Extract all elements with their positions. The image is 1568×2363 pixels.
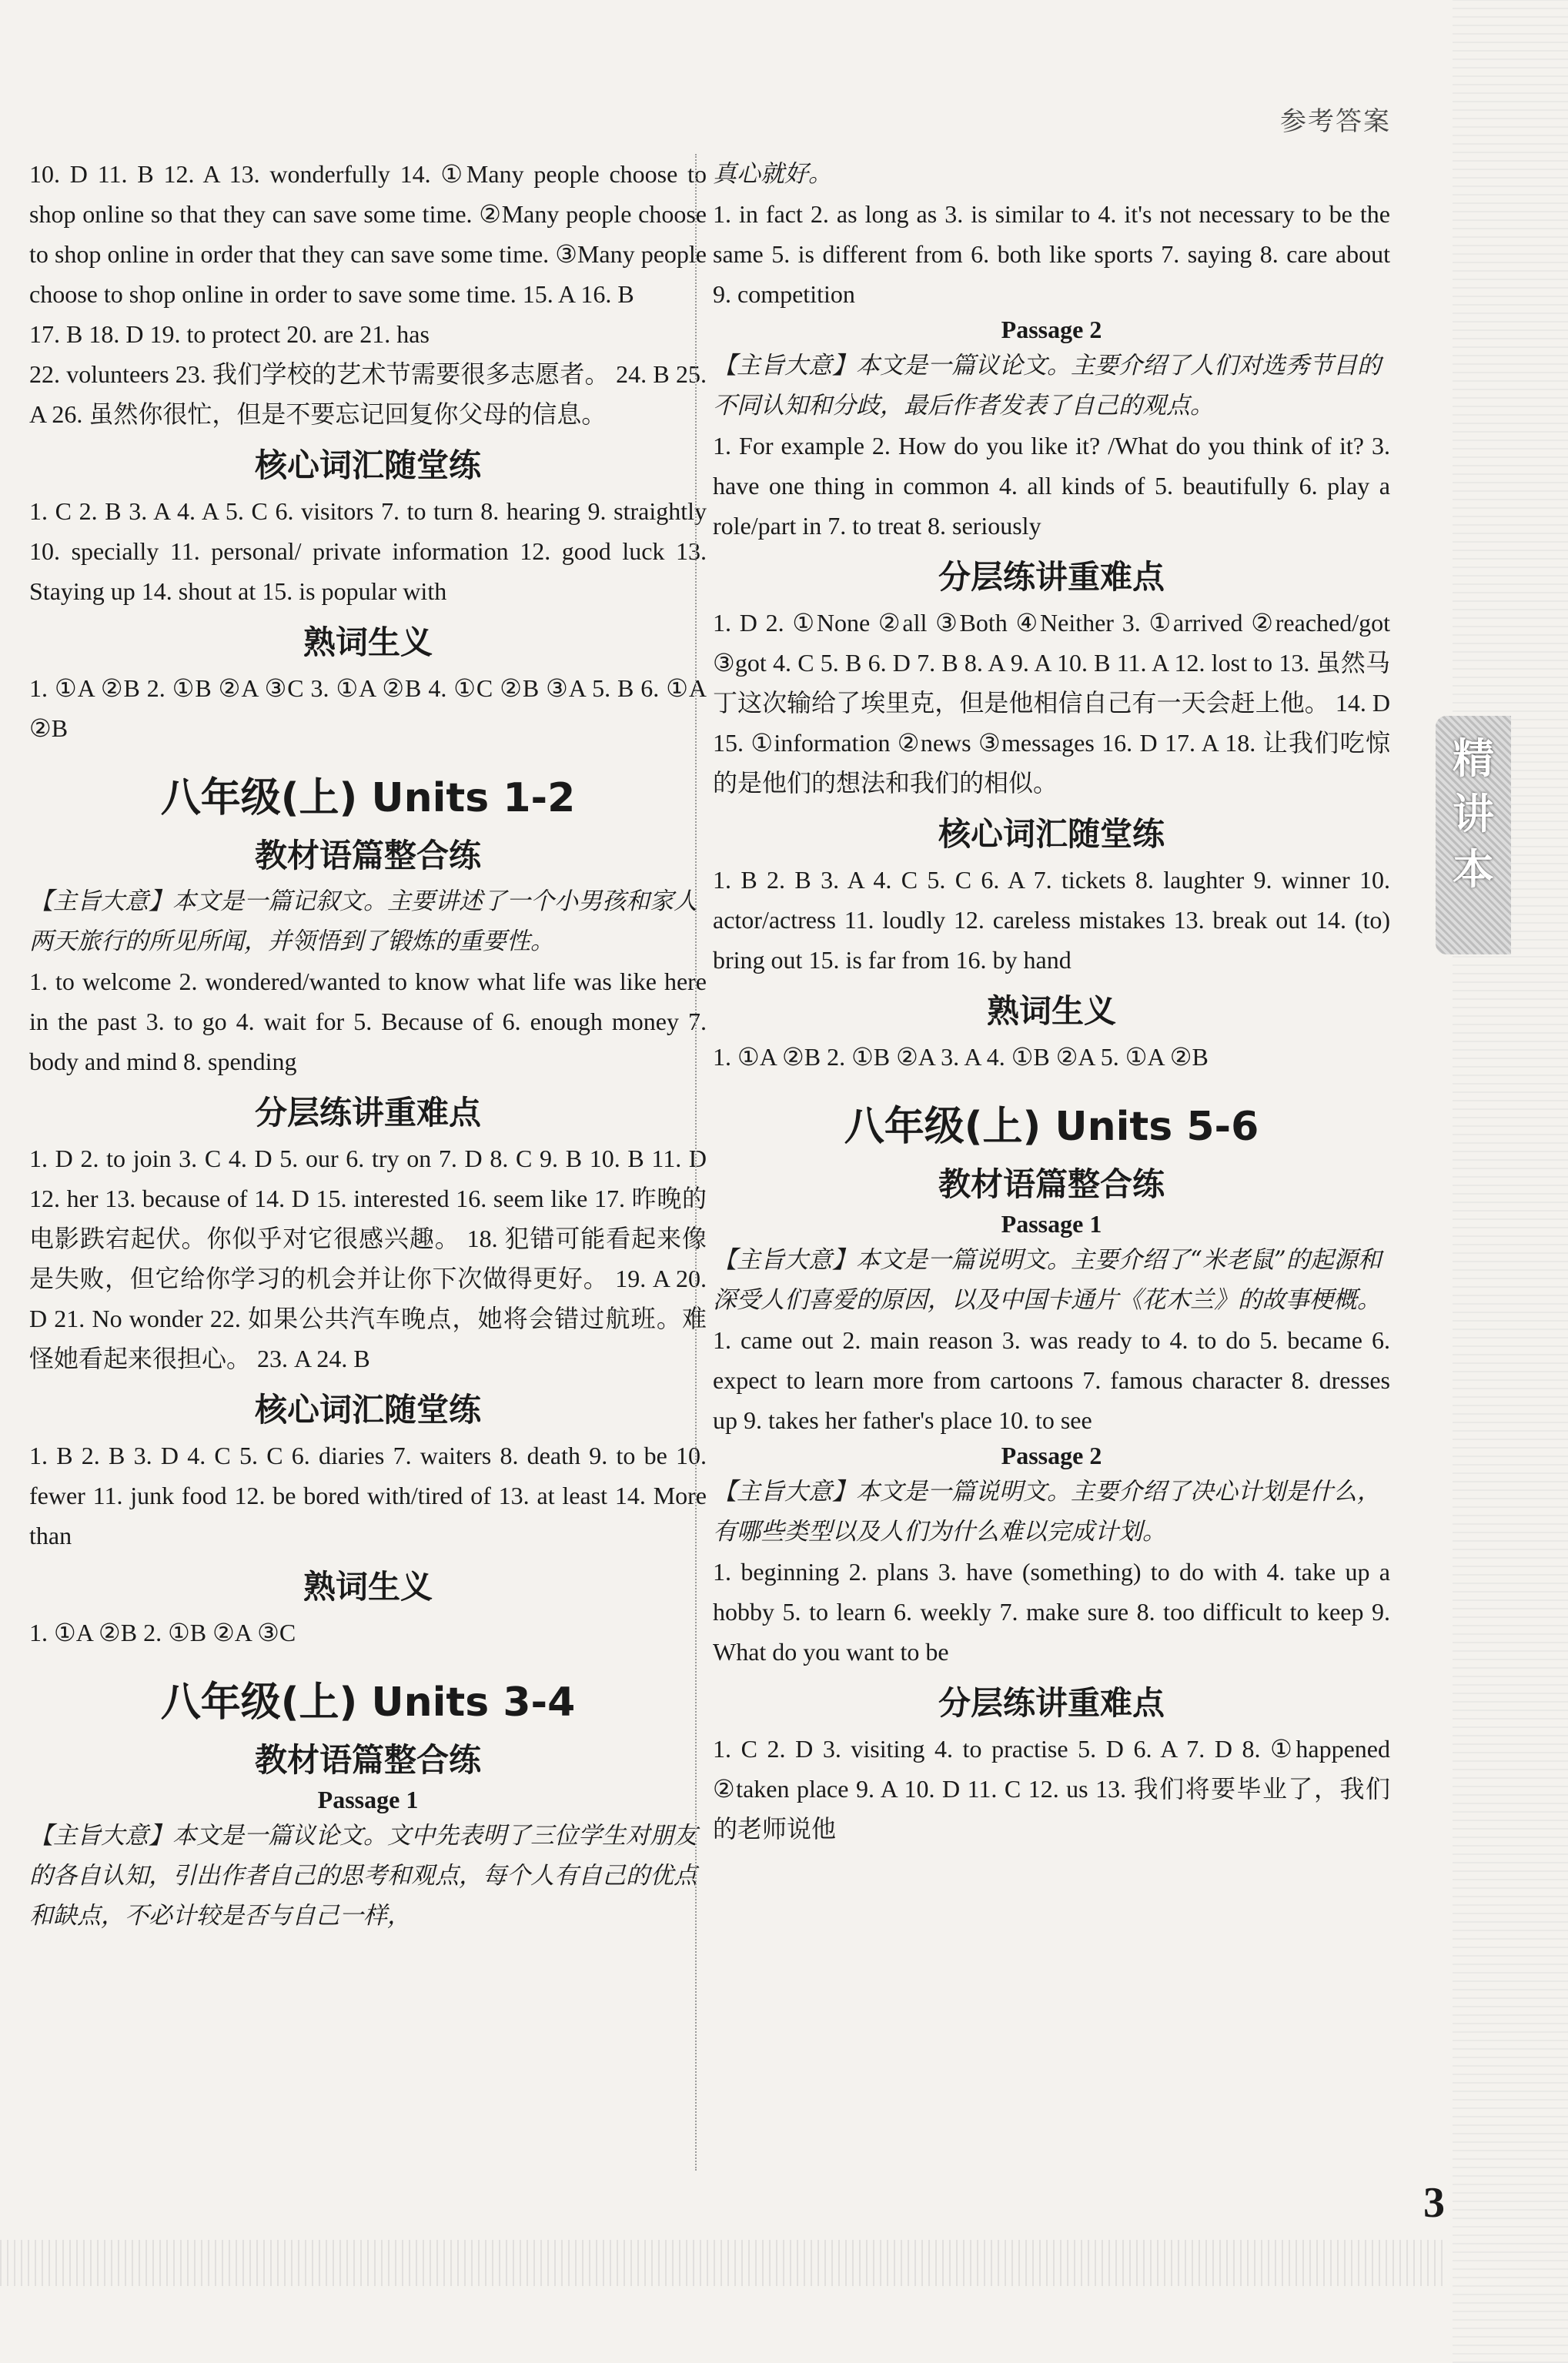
section-heading-word-meaning-2: 熟词生义 — [303, 1568, 433, 1606]
textbook-answers-4: 1. came out 2. main reason 3. was ready to 4. to do 5. became 6. expect to learn more from cartoons 7. famous character 8. dresses up 9. takes her father's place 10. to see — [713, 1326, 1390, 1434]
summary-text-4: 【主旨大意】本文是一篇说明文。主要介绍了“米老鼠”的起源和深受人们喜爱的原因，以及中国卡通片《花木兰》的故事梗概。 — [713, 1246, 1382, 1314]
page-number: 3 — [1423, 2179, 1445, 2227]
page-header-title: 参考答案 — [1280, 108, 1391, 136]
summary-text-2: 【主旨大意】本文是一篇议论文。文中先表明了三位学生对朋友的各自认知，引出作者自己的思考和观点，每个人有自己的优点和缺点，不必计较是否与自己一样， — [29, 1822, 697, 1930]
section-heading-core-vocab-3: 核心词汇随堂练 — [938, 815, 1165, 853]
section-heading-core-vocab: 核心词汇随堂练 — [254, 446, 481, 484]
section-heading-word-meaning: 熟词生义 — [303, 623, 433, 661]
core-vocab-answers: 1. C 2. B 3. A 4. A 5. C 6. visitors 7. to turn 8. hearing 9. straightly 10. specially 11. personal/ private information 12. good luck 13. Staying up 14. shout at 15. is popular with — [29, 497, 707, 605]
core-vocab-answers-2: 1. B 2. B 3. D 4. C 5. C 6. diaries 7. waiters 8. death 9. to be 10. fewer 11. junk food 12. be bored with/tired of 13. at least 14. More than — [29, 1442, 707, 1549]
word-meaning-answers-2: 1. ①A ②B 2. ①B ②A ③C — [29, 1619, 296, 1646]
summary-continuation: 真心就好。 — [713, 160, 832, 188]
section-heading-textbook-2: 教材语篇整合练 — [254, 1741, 481, 1779]
core-vocab-answers-3: 1. B 2. B 3. A 4. C 5. C 6. A 7. tickets 8. laughter 9. winner 10. actor/actress 11. loudly 12. careless mistakes 13. break out 14. (to) bring out 15. is far from 16. by hand — [713, 866, 1390, 974]
textbook-answers-5: 1. beginning 2. plans 3. have (something) to do with 4. take up a hobby 5. to learn 6. weekly 7. make sure 8. too difficult to keep 9. What do you want to be — [713, 1558, 1390, 1666]
summary-text-5: 【主旨大意】本文是一篇说明文。主要介绍了决心计划是什么，有哪些类型以及人们为什么难以完成计划。 — [713, 1478, 1381, 1546]
section-heading-layered-3: 分层练讲重难点 — [938, 1684, 1165, 1722]
passage-label-3: Passage 1 — [1001, 1210, 1102, 1238]
layered-answers-3: 1. C 2. D 3. visiting 4. to practise 5. D 6. A 7. D 8. ①happened ②taken place 9. A 10. D 11. C 12. us 13. 我们将要毕业了，我们的老师说他 — [713, 1735, 1390, 1843]
textbook-answers-2: 1. in fact 2. as long as 3. is similar to 4. it's not necessary to be the same 5. is different from 6. both like sports 7. saying 8. care about 9. competition — [713, 200, 1390, 308]
textbook-answers: 1. to welcome 2. wondered/wanted to know what life was like here in the past 3. to go 4. wait for 5. Because of 6. enough money 7. body and mind 8. spending — [29, 968, 707, 1075]
side-tab — [1436, 716, 1511, 954]
word-meaning-answers-3: 1. ①A ②B 2. ①B ②A 3. A 4. ①B ②A 5. ①A ②B — [713, 1043, 1209, 1071]
section-heading-word-meaning-3: 熟词生义 — [986, 992, 1116, 1030]
passage-label-4: Passage 2 — [1001, 1442, 1102, 1469]
scan-noise-right — [1453, 0, 1568, 2363]
section-heading-layered-2: 分层练讲重难点 — [938, 558, 1165, 596]
right-column — [713, 154, 1390, 1849]
section-heading-textbook-3: 教材语篇整合练 — [938, 1165, 1165, 1203]
answers-block-1: 10. D 11. B 12. A 13. wonderfully 14. ①Many people choose to shop online so that they can save some time. ②Many people choose to shop online in order that they can save some time. ③Many people choose to shop online in order to save some time. 15. A 16. B — [29, 160, 707, 308]
passage-label-2: Passage 2 — [1001, 316, 1102, 343]
section-heading-core-vocab-2: 核心词汇随堂练 — [254, 1391, 481, 1429]
passage-label: Passage 1 — [317, 1786, 419, 1813]
answers-block-3: 22. volunteers 23. 我们学校的艺术节需要很多志愿者。 24. B 25. A 26. 虽然你很忙，但是不要忘记回复你父母的信息。 — [29, 360, 707, 428]
unit-heading-1-2: 八年级(上) Units 1-2 — [160, 775, 576, 821]
left-column — [29, 154, 707, 1936]
layered-answers: 1. D 2. to join 3. C 4. D 5. our 6. try on 7. D 8. C 9. B 10. B 11. D 12. her 13. because of 14. D 15. interested 16. seem like 17. 昨晚的电影跌宕起伏。你似乎对它很感兴趣。 18. 犯错可能看起来像是失败，但它给你学习的机会并让你下次做得更好。 19. A 20. D 21. No wonder 22. 如果公共汽车晚点，她将会错过航班。难怪她看起来很担心。 23. A 24. B — [29, 1145, 707, 1372]
scan-noise-bottom — [0, 2240, 1447, 2286]
unit-heading-3-4: 八年级(上) Units 3-4 — [160, 1680, 576, 1726]
section-heading-textbook: 教材语篇整合练 — [254, 837, 481, 874]
summary-text-3: 【主旨大意】本文是一篇议论文。主要介绍了人们对选秀节目的不同认知和分歧，最后作者发表了自己的观点。 — [713, 352, 1381, 419]
word-meaning-answers: 1. ①A ②B 2. ①B ②A ③C 3. ①A ②B 4. ①C ②B ③A 5. B 6. ①A ②B — [29, 674, 707, 742]
layered-answers-2: 1. D 2. ①None ②all ③Both ④Neither 3. ①arrived ②reached/got ③got 4. C 5. B 6. D 7. B 8. A 9. A 10. B 11. A 12. lost to 13. 虽然马丁这次输给了埃里克，但是他相信自己有一天会赶上他。 14. D 15. ①information ②news ③messages 16. D 17. A 18. 让我们吃惊的是他们的想法和我们的相似。 — [713, 609, 1391, 797]
answers-block-2: 17. B 18. D 19. to protect 20. are 21. has — [29, 320, 430, 348]
section-heading-layered: 分层练讲重难点 — [254, 1094, 481, 1131]
unit-heading-5-6: 八年级(上) Units 5-6 — [844, 1104, 1259, 1150]
textbook-answers-3: 1. For example 2. How do you like it? /What do you think of it? 3. have one thing in common 4. all kinds of 5. beautifully 6. play a role/part in 7. to treat 8. seriously — [713, 432, 1390, 540]
column-divider — [695, 154, 697, 2171]
side-tab-label: 精讲本 — [1453, 734, 1494, 894]
summary-text: 【主旨大意】本文是一篇记叙文。主要讲述了一个小男孩和家人两天旅行的所见所闻，并领悟到了锻炼的重要性。 — [29, 887, 697, 955]
